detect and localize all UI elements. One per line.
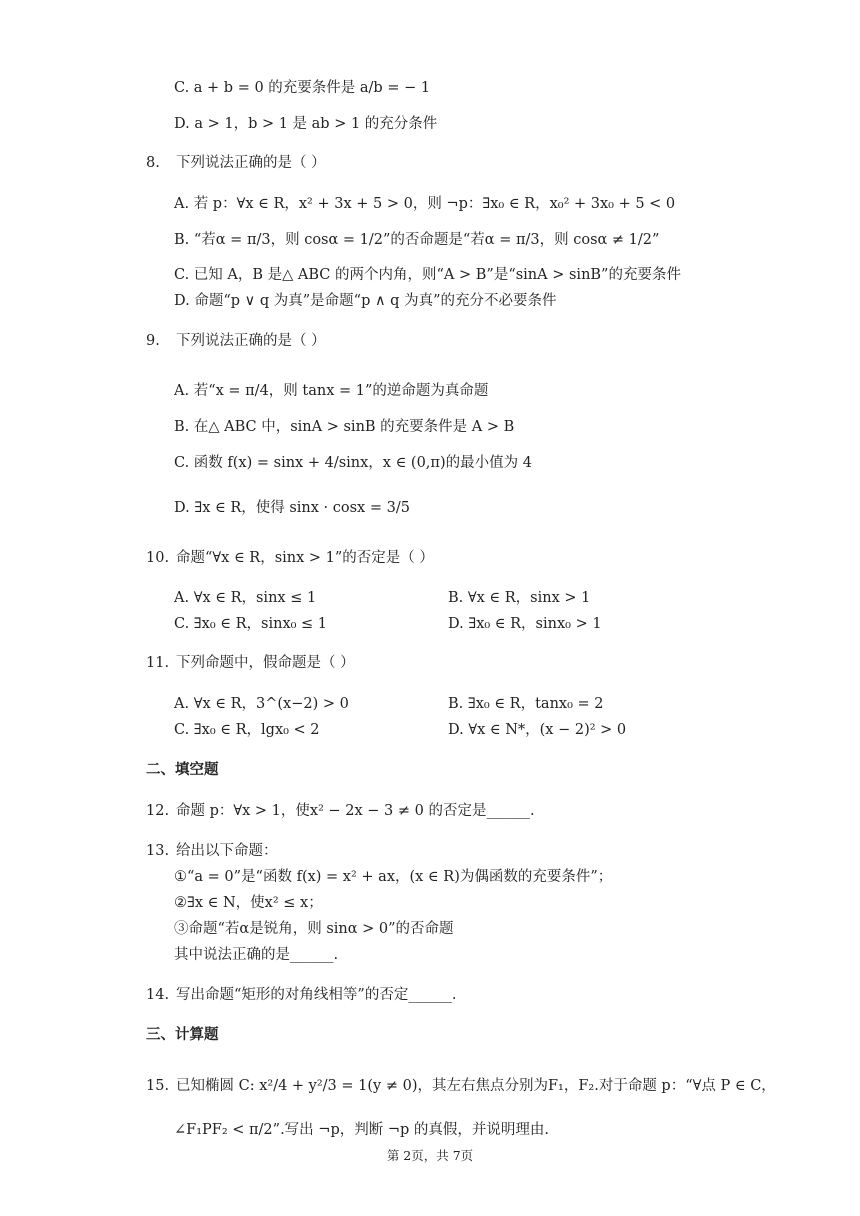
q10-stem: 命题“∀x ∈ R，sinx > 1”的否定是（ ）: [176, 550, 434, 566]
q9-option-d: D. ∃x ∈ R，使得 sinx · cosx = 3/5: [174, 500, 410, 516]
q14-stem: 写出命题“矩形的对角线相等”的否定______.: [176, 987, 457, 1003]
q9-stem: 下列说法正确的是（ ）: [176, 333, 326, 349]
q8-option-c: C. 已知 A，B 是△ ABC 的两个内角，则“A > B”是“sinA > sinB”的充要条件: [174, 267, 681, 283]
q9-number: 9.: [146, 333, 160, 349]
q11-number: 11.: [146, 655, 170, 671]
q14-number: 14.: [146, 987, 170, 1003]
q11-option-c: C. ∃x₀ ∈ R，lgx₀ < 2: [174, 722, 320, 738]
q7-option-d: D. a > 1，b > 1 是 ab > 1 的充分条件: [174, 116, 438, 132]
q9-option-a: A. 若“x = π/4，则 tanx = 1”的逆命题为真命题: [174, 383, 489, 399]
q10-number: 10.: [146, 550, 170, 566]
q13-item-2: ②∃x ∈ N，使x² ≤ x；: [174, 895, 323, 911]
q11-option-b: B. ∃x₀ ∈ R，tanx₀ = 2: [448, 696, 604, 712]
q8-stem: 下列说法正确的是（ ）: [176, 155, 326, 171]
q15-line-2: ∠F₁PF₂ < π/2”.写出 ¬p，判断 ¬p 的真假，并说明理由.: [174, 1122, 549, 1138]
q8-number: 8.: [146, 155, 160, 171]
section-fill-in-heading: 二、填空题: [146, 762, 219, 778]
q11-option-a: A. ∀x ∈ R，3^(x−2) > 0: [174, 696, 349, 712]
page-footer: 第 2页，共 7页: [386, 1148, 474, 1163]
q15-line-1: 已知椭圆 C: x²/4 + y²/3 = 1(y ≠ 0)，其左右焦点分别为F₁，F₂.对于命题 p：“∀点 P ∈ C，: [176, 1078, 776, 1094]
q11-option-d: D. ∀x ∈ N*，(x − 2)² > 0: [448, 722, 627, 738]
q13-number: 13.: [146, 843, 170, 859]
q12-stem: 命题 p：∀x > 1，使x² − 2x − 3 ≠ 0 的否定是______.: [176, 803, 535, 819]
q10-option-a: A. ∀x ∈ R，sinx ≤ 1: [174, 590, 317, 606]
q12-number: 12.: [146, 803, 170, 819]
q8-option-b: B. “若α = π/3，则 cosα = 1/2”的否命题是“若α = π/3，则 cosα ≠ 1/2”: [174, 232, 660, 248]
q10-option-c: C. ∃x₀ ∈ R，sinx₀ ≤ 1: [174, 616, 328, 632]
q8-option-a: A. 若 p：∀x ∈ R，x² + 3x + 5 > 0，则 ¬p：∃x₀ ∈ R，x₀² + 3x₀ + 5 < 0: [174, 196, 676, 212]
q7-option-c: C. a + b = 0 的充要条件是 a/b = − 1: [174, 80, 431, 96]
q13-item-3: ③命题“若α是锐角，则 sinα > 0”的否命题: [174, 921, 454, 937]
q10-option-d: D. ∃x₀ ∈ R，sinx₀ > 1: [448, 616, 602, 632]
q10-option-b: B. ∀x ∈ R，sinx > 1: [448, 590, 591, 606]
q13-stem: 给出以下命题：: [176, 843, 278, 859]
q13-conclusion: 其中说法正确的是______.: [174, 947, 339, 963]
q8-option-d: D. 命题“p ∨ q 为真”是命题“p ∧ q 为真”的充分不必要条件: [174, 293, 557, 309]
section-calculation-heading: 三、计算题: [146, 1027, 219, 1043]
q11-stem: 下列命题中，假命题是（ ）: [176, 655, 355, 671]
q13-item-1: ①“a = 0”是“函数 f(x) = x² + ax，(x ∈ R)为偶函数的充要条件”；: [174, 869, 613, 885]
q15-number: 15.: [146, 1078, 170, 1094]
q9-option-b: B. 在△ ABC 中，sinA > sinB 的充要条件是 A > B: [174, 419, 515, 435]
q9-option-c: C. 函数 f(x) = sinx + 4/sinx，x ∈ (0,π)的最小值为 4: [174, 455, 532, 471]
